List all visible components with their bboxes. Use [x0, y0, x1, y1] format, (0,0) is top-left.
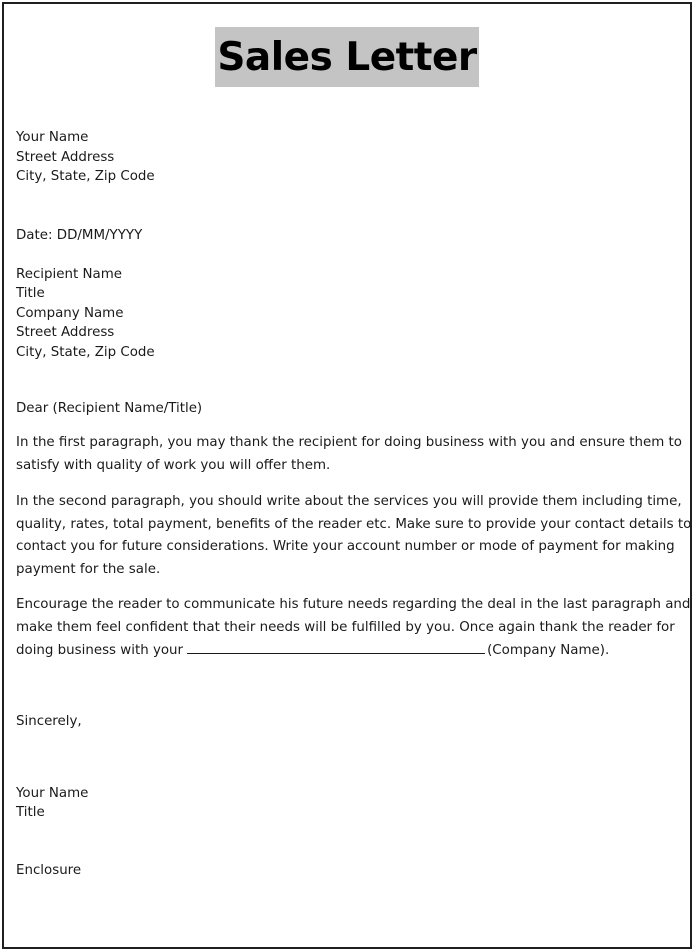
title-container	[0, 27, 694, 87]
paragraph-1-line: satisfy with quality of work you will offer them.	[16, 457, 331, 473]
paragraph-2	[16, 491, 692, 581]
recipient-name: Recipient Name	[16, 267, 122, 282]
paragraph-2-line: payment for the sale.	[16, 561, 161, 577]
recipient-title: Title	[16, 286, 45, 301]
paragraph-3-last-line	[16, 639, 678, 663]
signature-title: Title	[16, 805, 45, 820]
letter-date: Date: DD/MM/YYYY	[16, 228, 143, 243]
document-title: Sales Letter	[215, 27, 478, 87]
company-name-blank	[187, 639, 485, 654]
paragraph-2-line: contact you for future considerations. Write your account number or mode of payment for making	[16, 539, 675, 555]
closing: Sincerely,	[16, 714, 82, 729]
paragraph-3-text-after-blank: (Company Name).	[487, 643, 610, 659]
recipient-city: City, State, Zip Code	[16, 345, 155, 360]
paragraph-3-line: make them feel confident that their needs will be fulfilled by you. Once again thank the reader for	[16, 619, 675, 635]
sender-name: Your Name	[16, 130, 89, 145]
paragraph-2-line: quality, rates, total payment, benefits of the reader etc. Make sure to provide your contact details to	[16, 516, 692, 532]
paragraph-3-text-before-blank: doing business with your	[16, 643, 184, 659]
paragraph-2-line: In the second paragraph, you should write about the services you will provide them including time,	[16, 494, 682, 509]
paragraph-3-line: Encourage the reader to communicate his future needs regarding the deal in the last paragraph and	[16, 597, 691, 612]
sender-street: Street Address	[16, 150, 115, 165]
paragraph-1-line: In the first paragraph, you may thank the recipient for doing business with you and ensure them to	[16, 435, 682, 450]
enclosure-note: Enclosure	[16, 863, 82, 878]
sender-city: City, State, Zip Code	[16, 169, 155, 184]
recipient-street: Street Address	[16, 325, 115, 340]
paragraph-1	[16, 432, 682, 477]
signature-name: Your Name	[16, 786, 89, 801]
salutation: Dear (Recipient Name/Title)	[16, 401, 203, 416]
paragraph-3	[16, 594, 691, 663]
recipient-company: Company Name	[16, 306, 124, 321]
